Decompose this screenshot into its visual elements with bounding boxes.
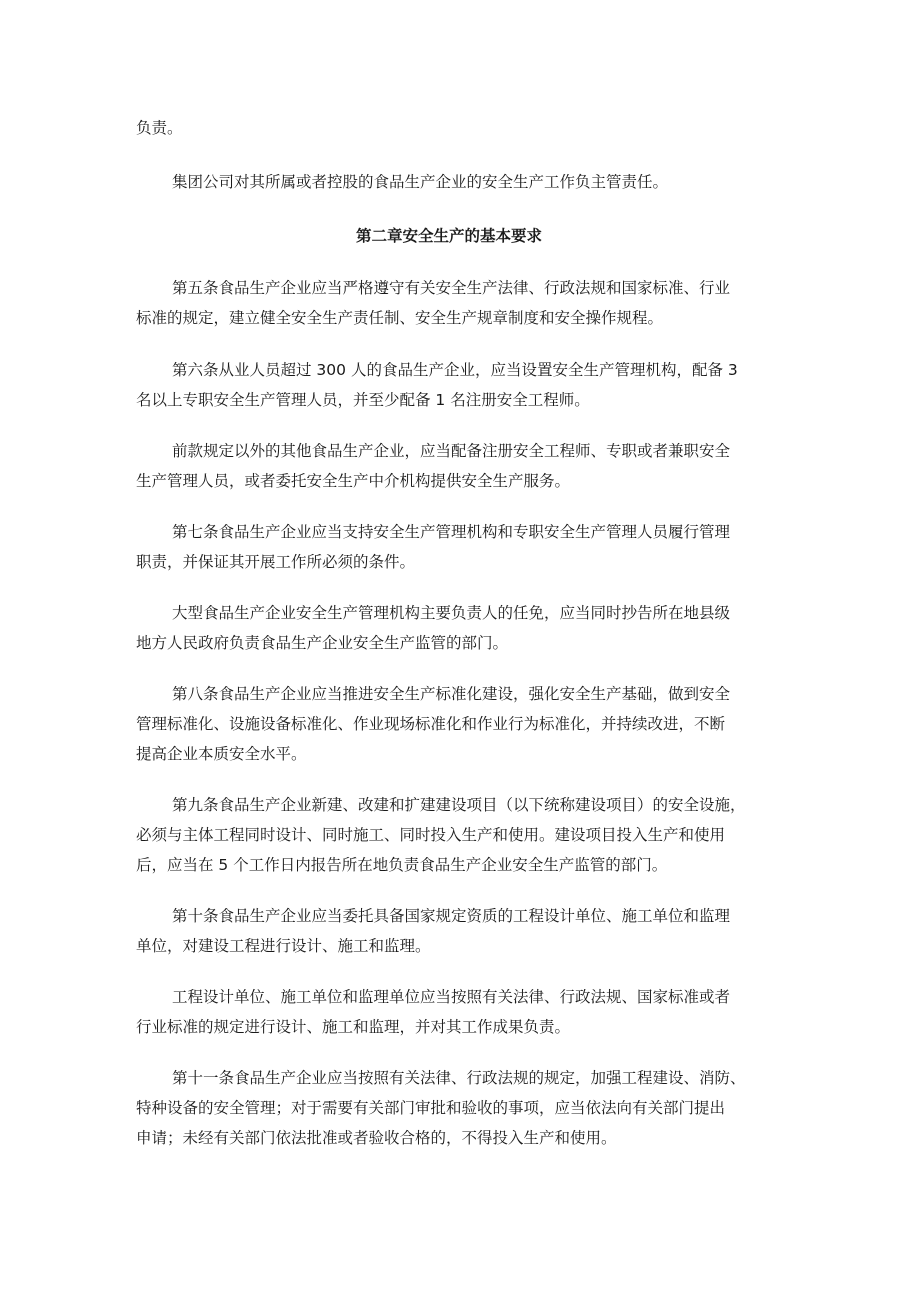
paragraph-line: 职责，并保证其开展工作所必须的条件。 bbox=[136, 553, 416, 571]
paragraph-line: 后，应当在 5 个工作日内报告所在地负责食品生产企业安全生产监管的部门。 bbox=[136, 856, 668, 874]
paragraph-line: 第十条食品生产企业应当委托具备国家规定资质的工程设计单位、施工单位和监理 bbox=[172, 907, 731, 925]
paragraph-line: 负责。 bbox=[136, 119, 183, 137]
paragraph-line: 前款规定以外的其他食品生产企业，应当配备注册安全工程师、专职或者兼职安全 bbox=[172, 442, 731, 460]
paragraph-line: 生产管理人员，或者委托安全生产中介机构提供安全生产服务。 bbox=[136, 472, 571, 490]
paragraph-line: 第八条食品生产企业应当推进安全生产标准化建设，强化安全生产基础，做到安全 bbox=[172, 685, 731, 703]
chapter-heading: 第二章安全生产的基本要求 bbox=[356, 227, 543, 245]
paragraph-line: 标准的规定，建立健全安全生产责任制、安全生产规章制度和安全操作规程。 bbox=[136, 309, 664, 327]
paragraph-line: 第九条食品生产企业新建、改建和扩建建设项目（以下统称建设项目）的安全设施， bbox=[172, 796, 746, 814]
paragraph-line: 地方人民政府负责食品生产企业安全生产监管的部门。 bbox=[136, 634, 509, 652]
paragraph-line: 大型食品生产企业安全生产管理机构主要负责人的任免，应当同时抄告所在地县级 bbox=[172, 604, 731, 622]
paragraph-line: 第五条食品生产企业应当严格遵守有关安全生产法律、行政法规和国家标准、行业 bbox=[172, 279, 731, 297]
paragraph-line: 第六条从业人员超过 300 人的食品生产企业，应当设置安全生产管理机构，配备 3 bbox=[172, 361, 738, 379]
paragraph-line: 提高企业本质安全水平。 bbox=[136, 745, 307, 763]
paragraph-line: 申请；未经有关部门依法批准或者验收合格的，不得投入生产和使用。 bbox=[136, 1129, 617, 1147]
paragraph-line: 名以上专职安全生产管理人员，并至少配备 1 名注册安全工程师。 bbox=[136, 391, 590, 409]
paragraph-line: 必须与主体工程同时设计、同时施工、同时投入生产和使用。建设项目投入生产和使用 bbox=[136, 826, 726, 844]
paragraph-line: 行业标准的规定进行设计、施工和监理，并对其工作成果负责。 bbox=[136, 1018, 571, 1036]
paragraph-line: 集团公司对其所属或者控股的食品生产企业的安全生产工作负主管责任。 bbox=[172, 173, 669, 191]
paragraph-line: 第十一条食品生产企业应当按照有关法律、行政法规的规定，加强工程建设、消防、 bbox=[172, 1069, 746, 1087]
paragraph-line: 第七条食品生产企业应当支持安全生产管理机构和专职安全生产管理人员履行管理 bbox=[172, 523, 731, 541]
paragraph-line: 特种设备的安全管理；对于需要有关部门审批和验收的事项，应当依法向有关部门提出 bbox=[136, 1099, 726, 1117]
paragraph-line: 工程设计单位、施工单位和监理单位应当按照有关法律、行政法规、国家标准或者 bbox=[172, 988, 731, 1006]
paragraph-line: 管理标准化、设施设备标准化、作业现场标准化和作业行为标准化，并持续改进，不断 bbox=[136, 715, 726, 733]
paragraph-line: 单位，对建设工程进行设计、施工和监理。 bbox=[136, 937, 431, 955]
